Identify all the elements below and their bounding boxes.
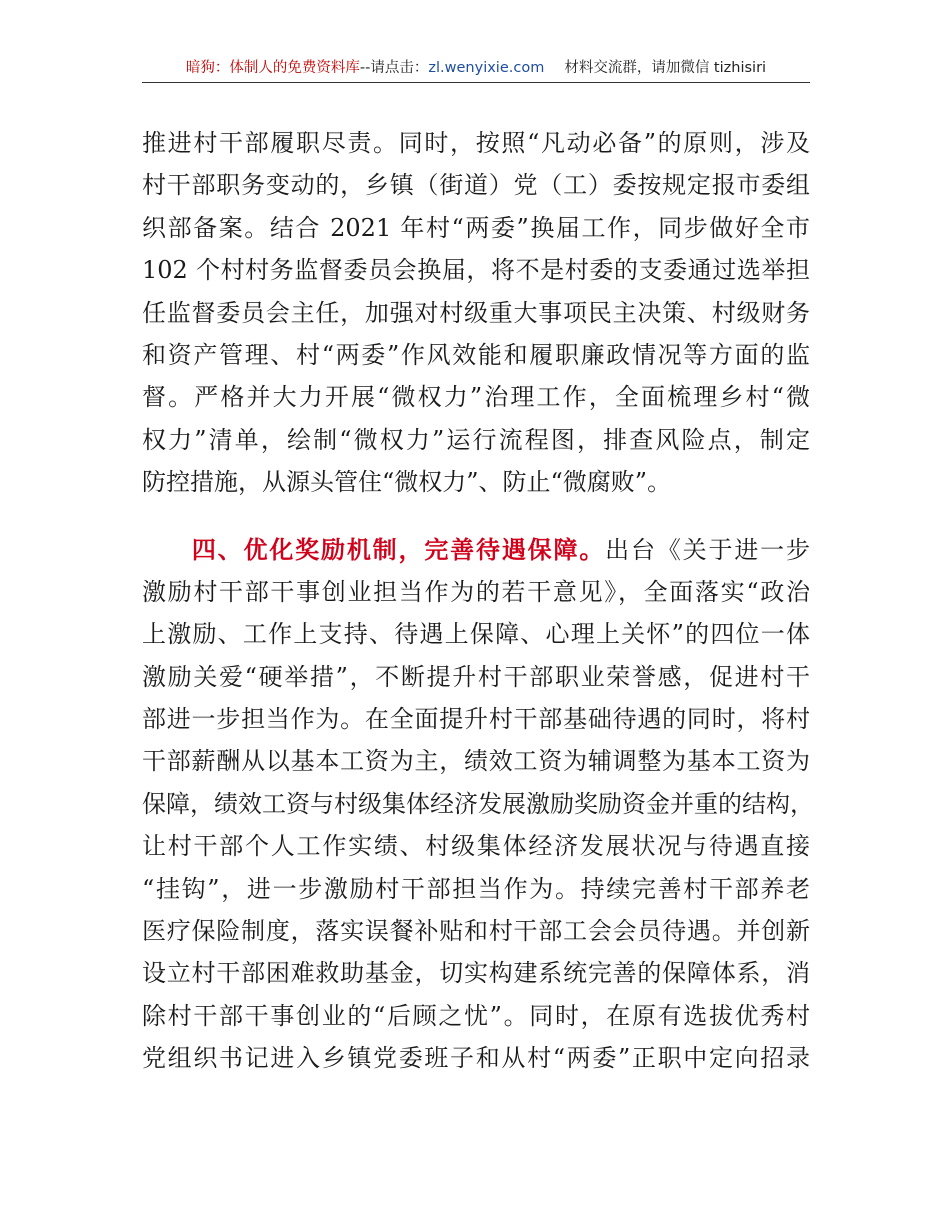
paragraph-line: 村干部职务变动的，乡镇（街道）党（工）委按规定报市委组 (142, 171, 810, 200)
paragraph-line: 督。严格并大力开展“微权力”治理工作，全面梳理乡村“微 (142, 383, 810, 412)
paragraph-line: 上激励、工作上支持、待遇上保障、心理上关怀”的四位一体 (142, 620, 810, 649)
paragraph-line: 和资产管理、村“两委”作风效能和履职廉政情况等方面的监 (142, 340, 810, 369)
header-wechat-note: 材料交流群，请加微信 tizhisiri (564, 60, 767, 76)
paragraph-line: 激励村干部干事创业担当作为的若干意见》，全面落实“政治 (142, 577, 810, 606)
paragraph-line: 设立村干部困难救助基金，切实构建系统完善的保障体系，消 (142, 959, 810, 988)
paragraph-line: 医疗保险制度，落实误餐补贴和村干部工会会员待遇。并创新 (142, 917, 810, 946)
paragraph-incentives (142, 529, 814, 1080)
paragraph-line: 防控措施，从源头管住“微权力”、防止“微腐败”。 (142, 468, 672, 497)
paragraph-line: 干部薪酬从以基本工资为主，绩效工资为辅调整为基本工资为 (142, 747, 810, 776)
paragraph-line: 推进村干部履职尽责。同时，按照“凡动必备”的原则，涉及 (142, 129, 810, 157)
paragraph-supervision (142, 122, 810, 504)
header-url-link[interactable]: zl.wenyixie.com (428, 60, 545, 76)
paragraph-line: 除村干部干事创业的“后顾之忧”。同时，在原有选拔优秀村 (142, 1001, 810, 1030)
header-click-prompt: --请点击： (359, 60, 429, 76)
paragraph-line: 保障，绩效工资与村级集体经济发展激励奖励资金并重的结构， (142, 789, 814, 818)
paragraph-line: 织部备案。结合 2021 年村“两委”换届工作，同步做好全市 (142, 213, 810, 242)
document-body (142, 122, 814, 1080)
paragraph-line: 102 个村村务监督委员会换届，将不是村委的支委通过选举担 (142, 256, 810, 285)
paragraph-line: 让村干部个人工作实绩、村级集体经济发展状况与待遇直接 (142, 832, 810, 861)
paragraph-line: 激励关爱“硬举措”，不断提升村干部职业荣誉感，促进村干 (142, 662, 810, 691)
header-site-name: 暗狗：体制人的免费资料库 (185, 60, 360, 76)
paragraph-line: 部进一步担当作为。在全面提升村干部基础待遇的同时，将村 (142, 705, 810, 734)
paragraph-line: 任监督委员会主任，加强对村级重大事项民主决策、村级财务 (142, 298, 810, 327)
paragraph-line: 权力”清单，绘制“微权力”运行流程图，排查风险点，制定 (142, 425, 810, 454)
paragraph-line: 党组织书记进入乡镇党委班子和从村“两委”正职中定向招录 (142, 1044, 810, 1073)
paragraph-line: “挂钩”，进一步激励村干部担当作为。持续完善村干部养老 (142, 874, 810, 903)
paragraph-first-line (142, 529, 810, 571)
heading-line-text: 出台《关于进一步 (605, 535, 811, 564)
section-heading: 四、优化奖励机制，完善待遇保障。 (190, 535, 606, 564)
page-header (142, 56, 810, 83)
